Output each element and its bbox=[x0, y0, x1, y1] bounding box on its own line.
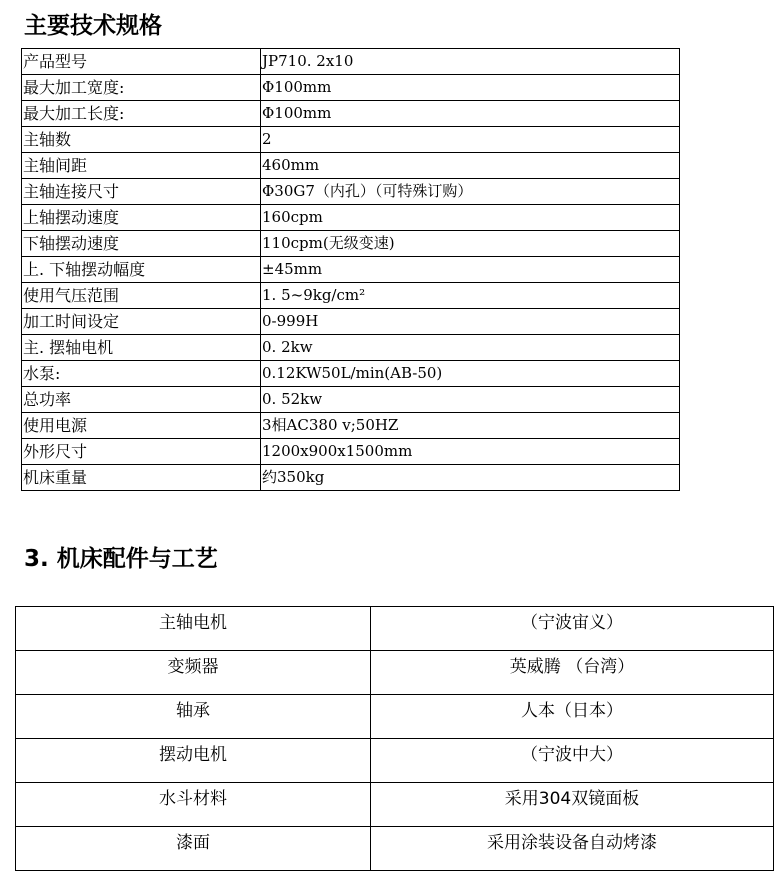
spec-value: 160cpm bbox=[261, 205, 680, 231]
spec-label: 下轴摆动速度 bbox=[22, 231, 261, 257]
spec-label: 机床重量 bbox=[22, 465, 261, 491]
spec-label: 最大加工宽度: bbox=[22, 75, 261, 101]
table-row bbox=[22, 153, 680, 179]
part-item: 轴承 bbox=[16, 695, 371, 739]
spec-value: 3相AC380 v;50HZ bbox=[261, 413, 680, 439]
spec-value: Φ30G7（内孔）（可特殊订购） bbox=[261, 179, 680, 205]
table-row bbox=[16, 827, 774, 871]
spec-label: 主轴间距 bbox=[22, 153, 261, 179]
spec-label: 主轴连接尺寸 bbox=[22, 179, 261, 205]
part-detail: （宁波宙义） bbox=[371, 607, 774, 651]
table-row bbox=[22, 231, 680, 257]
part-item: 摆动电机 bbox=[16, 739, 371, 783]
part-detail: （宁波中大） bbox=[371, 739, 774, 783]
spec-label: 主. 摆轴电机 bbox=[22, 335, 261, 361]
table-row bbox=[16, 651, 774, 695]
table-row bbox=[22, 387, 680, 413]
spec-label: 上轴摆动速度 bbox=[22, 205, 261, 231]
part-item: 主轴电机 bbox=[16, 607, 371, 651]
spec-value: Φ100mm bbox=[261, 101, 680, 127]
table-row bbox=[22, 335, 680, 361]
spec-label: 加工时间设定 bbox=[22, 309, 261, 335]
part-item: 变频器 bbox=[16, 651, 371, 695]
spec-label: 总功率 bbox=[22, 387, 261, 413]
spec-section-title: 主要技术规格 bbox=[24, 13, 162, 39]
part-detail: 英威腾 （台湾） bbox=[371, 651, 774, 695]
table-row bbox=[22, 283, 680, 309]
spec-label: 水泵: bbox=[22, 361, 261, 387]
spec-value: 0. 52kw bbox=[261, 387, 680, 413]
parts-table bbox=[15, 606, 774, 871]
table-row bbox=[22, 127, 680, 153]
spec-label: 主轴数 bbox=[22, 127, 261, 153]
spec-value: 0. 2kw bbox=[261, 335, 680, 361]
spec-value: 约350kg bbox=[261, 465, 680, 491]
spec-label: 产品型号 bbox=[22, 49, 261, 75]
spec-value: 0.12KW50L/min(AB-50) bbox=[261, 361, 680, 387]
spec-value: Φ100mm bbox=[261, 75, 680, 101]
spec-value: 1. 5~9kg/cm² bbox=[261, 283, 680, 309]
table-row bbox=[22, 75, 680, 101]
parts-section-title: 3. 机床配件与工艺 bbox=[24, 546, 218, 572]
table-row bbox=[22, 309, 680, 335]
part-detail: 采用涂装设备自动烤漆 bbox=[371, 827, 774, 871]
spec-value: 0-999H bbox=[261, 309, 680, 335]
table-row bbox=[16, 607, 774, 651]
spec-value: 460mm bbox=[261, 153, 680, 179]
spec-table bbox=[21, 48, 680, 491]
spec-label: 使用气压范围 bbox=[22, 283, 261, 309]
table-row bbox=[22, 205, 680, 231]
spec-label: 外形尺寸 bbox=[22, 439, 261, 465]
spec-label: 上. 下轴摆动幅度 bbox=[22, 257, 261, 283]
spec-value: JP710. 2x10 bbox=[261, 49, 680, 75]
table-row bbox=[22, 49, 680, 75]
spec-value: 1200x900x1500mm bbox=[261, 439, 680, 465]
part-detail: 人本（日本） bbox=[371, 695, 774, 739]
part-item: 漆面 bbox=[16, 827, 371, 871]
spec-label: 使用电源 bbox=[22, 413, 261, 439]
spec-value: 2 bbox=[261, 127, 680, 153]
table-row bbox=[16, 783, 774, 827]
table-row bbox=[22, 361, 680, 387]
table-row bbox=[22, 257, 680, 283]
table-row bbox=[22, 465, 680, 491]
spec-value: 110cpm(无级变速) bbox=[261, 231, 680, 257]
table-row bbox=[22, 439, 680, 465]
part-item: 水斗材料 bbox=[16, 783, 371, 827]
table-row bbox=[16, 739, 774, 783]
part-detail: 采用304双镜面板 bbox=[371, 783, 774, 827]
table-row bbox=[16, 695, 774, 739]
table-row bbox=[22, 101, 680, 127]
spec-label: 最大加工长度: bbox=[22, 101, 261, 127]
table-row bbox=[22, 413, 680, 439]
spec-value: ±45mm bbox=[261, 257, 680, 283]
table-row bbox=[22, 179, 680, 205]
